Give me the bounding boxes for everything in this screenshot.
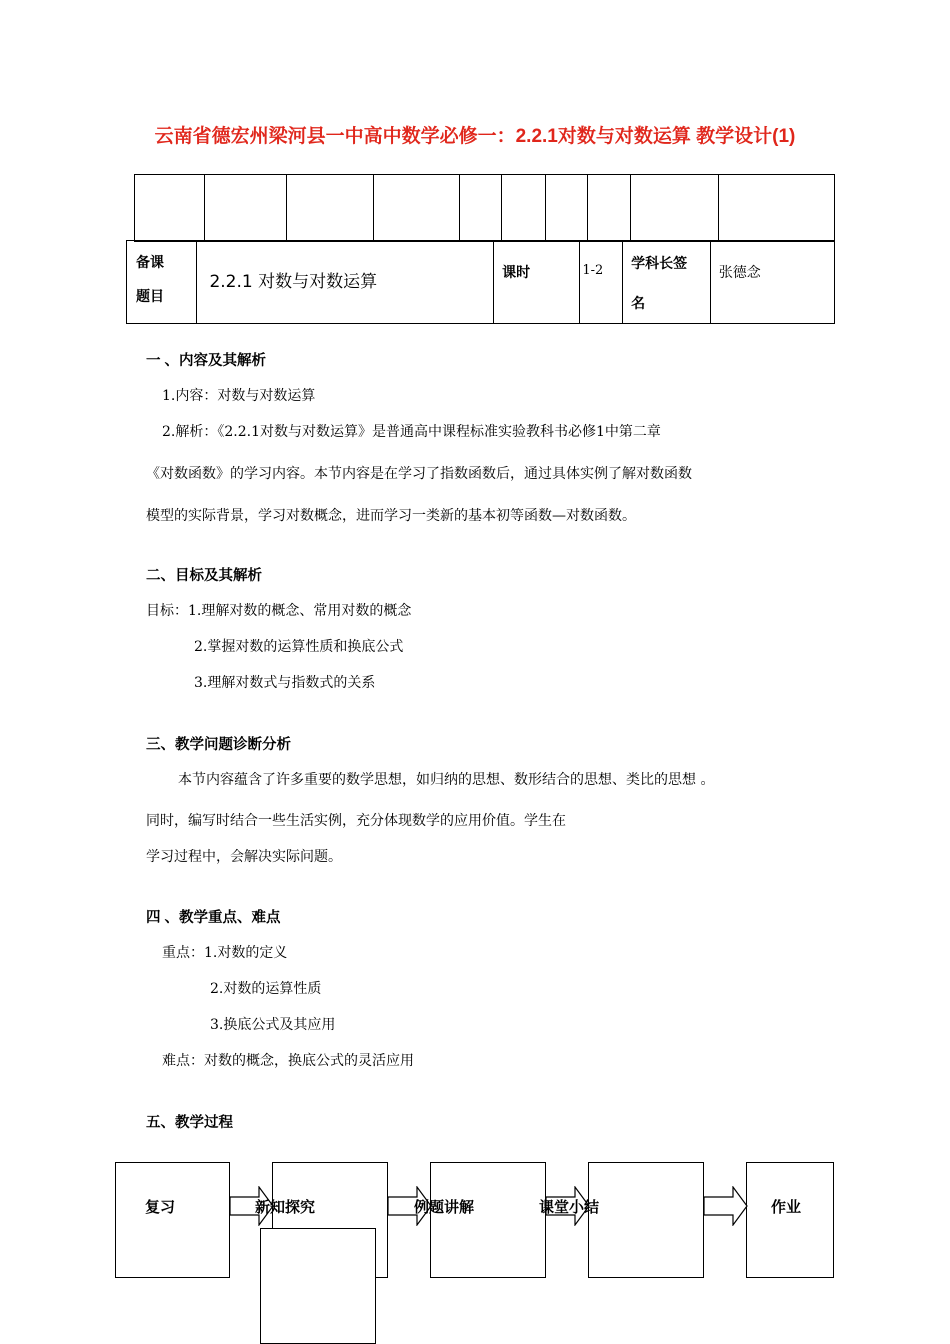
- grid-cell: [588, 175, 631, 242]
- section-4-line-2: 2.对数的运算性质: [210, 981, 322, 997]
- section-3-line-3: 学习过程中，会解决实际问题。: [146, 849, 342, 865]
- grid-cell: [719, 175, 835, 242]
- empty-grid-table: [134, 174, 835, 242]
- section-1-item-2-line-3: 模型的实际背景，学习对数概念，进而学习一类新的基本初等函数—对数函数。: [146, 508, 636, 524]
- section-5-heading: 五、教学过程: [146, 1115, 233, 1131]
- section-1-item-2-line-1: 2.解析：《2.2.1对数与对数运算》是普通高中课程标准实验教科书必修1中第二章: [162, 424, 661, 440]
- topic-label-line2: 题目: [136, 288, 164, 304]
- lesson-info-table: [126, 240, 835, 324]
- topic-label-cell: [127, 241, 197, 324]
- grid-cell: [459, 175, 502, 242]
- signer-cell: [710, 241, 834, 324]
- topic-label-line1: 备课: [136, 254, 164, 270]
- topic-value: 2.2.1 对数与对数运算: [209, 272, 378, 292]
- flow-label-summary: 课堂小结: [539, 1199, 600, 1216]
- sign-label-line1: 学科长签: [631, 255, 688, 271]
- section-4-line-3: 3.换底公式及其应用: [210, 1017, 336, 1033]
- grid-cell: [135, 175, 205, 242]
- section-3-line-2: 同时，编写时结合一些生活实例，充分体现数学的应用价值。学生在: [146, 813, 566, 829]
- flow-label-examples: 例题讲解: [414, 1199, 475, 1216]
- flow-arrow-icon: [703, 1186, 749, 1226]
- section-3-heading: 三、教学问题诊断分析: [146, 737, 291, 753]
- section-2-line-2: 2.掌握对数的运算性质和换底公式: [194, 639, 404, 655]
- section-4-line-4: 难点：对数的概念，换底公式的灵活应用: [162, 1053, 414, 1069]
- section-2-line-3: 3.理解对数式与指数式的关系: [194, 675, 376, 691]
- sign-label-line2: 名: [631, 295, 646, 311]
- flow-box-examples: [430, 1162, 546, 1278]
- hours-cell: [580, 241, 623, 324]
- section-4-line-1: 重点：1.对数的定义: [162, 945, 288, 961]
- grid-cell: [373, 175, 459, 242]
- grid-cell: [205, 175, 287, 242]
- flow-label-homework: 作业: [771, 1199, 802, 1216]
- hours-value: 1-2: [582, 263, 604, 278]
- grid-cell: [502, 175, 546, 242]
- flow-label-review: 复习: [145, 1199, 176, 1216]
- section-3-line-1: 本节内容蕴含了许多重要的数学思想，如归纳的思想、数形结合的思想、类比的思想 。: [178, 772, 715, 788]
- section-1-item-1: 1.内容：对数与对数运算: [162, 388, 316, 404]
- sign-label-cell: [623, 241, 711, 324]
- flow-box-overlay: [260, 1228, 376, 1344]
- section-2-heading: 二、目标及其解析: [146, 568, 262, 584]
- flow-box-summary: [588, 1162, 704, 1278]
- section-1-item-2-line-2: 《对数函数》的学习内容。本节内容是在学习了指数函数后，通过具体实例了解对数函数: [146, 466, 692, 482]
- document-title: 云南省德宏州梁河县一中高中数学必修一：2.2.1对数与对数运算 教学设计(1): [154, 126, 796, 147]
- grid-cell: [545, 175, 588, 242]
- flow-box-homework: [746, 1162, 834, 1278]
- flow-label-explore: 新知探究: [255, 1199, 316, 1216]
- topic-cell: [197, 241, 494, 324]
- hours-label-cell: [494, 241, 580, 324]
- section-1-heading: 一 、内容及其解析: [146, 353, 267, 369]
- grid-cell: [631, 175, 719, 242]
- section-4-heading: 四 、教学重点、难点: [146, 910, 281, 926]
- signer-value: 张德念: [718, 265, 761, 281]
- grid-cell: [287, 175, 373, 242]
- hours-label: 课时: [502, 264, 531, 280]
- section-2-line-1: 目标：1.理解对数的概念、常用对数的概念: [146, 603, 412, 619]
- flow-box-review: [115, 1162, 230, 1278]
